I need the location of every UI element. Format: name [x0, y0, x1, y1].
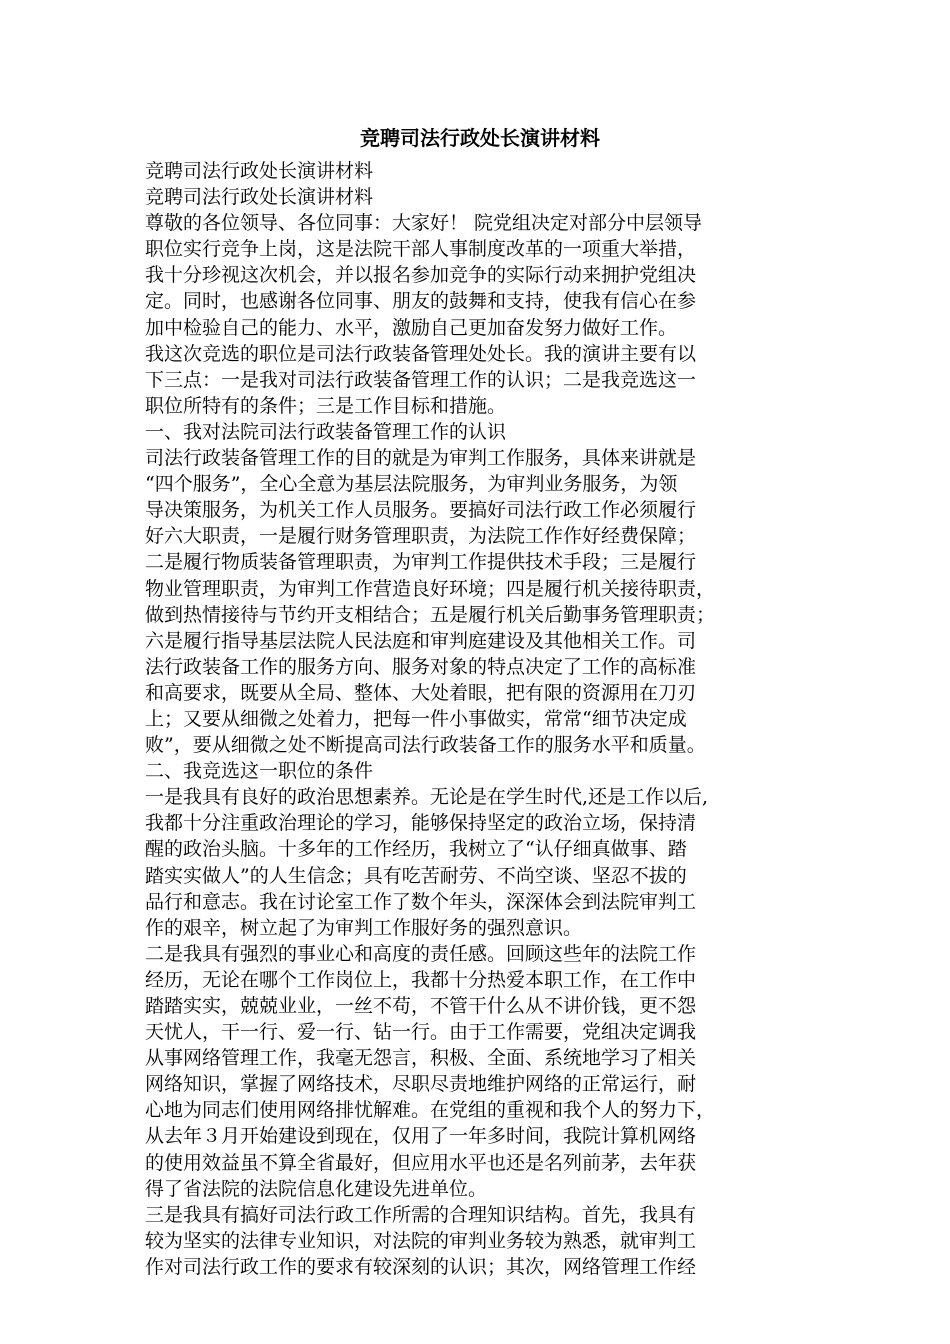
text-line: 好六大职责，一是履行财务管理职责，为法院工作作好经费保障； — [145, 525, 697, 548]
text-line: 我都十分注重政治理论的学习，能够保持坚定的政治立场，保持清 — [145, 812, 697, 835]
text-line: 经历，无论在哪个工作岗位上，我都十分热爱本职工作，在工作中 — [145, 968, 697, 991]
document-body — [145, 158, 815, 1280]
text-line: 一、我对法院司法行政装备管理工作的认识 — [145, 420, 507, 443]
text-line: 一是我具有良好的政治思想素养。无论是在学生时代,还是工作以后, — [145, 786, 709, 809]
text-line: 上；又要从细微之处着力，把每一件小事做实，常常“细节决定成 — [145, 707, 687, 730]
text-line: 心地为同志们使用网络排忧解难。在党组的重视和我个人的努力下， — [145, 1099, 716, 1122]
document-page — [145, 118, 815, 1280]
text-line: 职位实行竞争上岗，这是法院干部人事制度改革的一项重大举措， — [145, 238, 697, 261]
text-line: 下三点：一是我对司法行政装备管理工作的认识；二是我竞选这一 — [145, 368, 697, 391]
text-line: 从事网络管理工作，我毫无怨言，积极、全面、系统地学习了相关 — [145, 1047, 697, 1070]
text-line: 踏踏实实，兢兢业业，一丝不苟，不管干什么从不讲价钱，更不怨 — [145, 995, 697, 1017]
text-line: 二是履行物质装备管理职责，为审判工作提供技术手段；三是履行 — [145, 551, 697, 574]
text-line: 的使用效益虽不算全省最好，但应用水平也还是名列前茅，去年获 — [145, 1151, 697, 1174]
text-line: 品行和意志。我在讨论室工作了数个年头，深深体会到法院审判工 — [145, 890, 697, 913]
text-line: 作的艰辛，树立起了为审判工作服好务的强烈意识。 — [145, 916, 583, 939]
text-line: 竞聘司法行政处长演讲材料 — [145, 160, 374, 182]
text-line: 司法行政装备管理工作的目的就是为审判工作服务，具体来讲就是 — [145, 447, 697, 470]
text-line: 天忧人，干一行、爱一行、钻一行。由于工作需要，党组决定调我 — [145, 1021, 697, 1044]
text-line: 较为坚实的法律专业知识，对法院的审判业务较为熟悉，就审判工 — [145, 1229, 697, 1252]
text-line: 六是履行指导基层法院人民法庭和审判庭建设及其他相关工作。司 — [145, 629, 697, 652]
text-line: 导决策服务，为机关工作人员服务。要搞好司法行政工作必须履行 — [145, 499, 697, 522]
text-line: 二是我具有强烈的事业心和高度的责任感。回顾这些年的法院工作 — [145, 942, 697, 965]
text-line: 我这次竞选的职位是司法行政装备管理处处长。我的演讲主要有以 — [145, 342, 697, 365]
text-line: 从去年３月开始建设到现在，仅用了一年多时间，我院计算机网络 — [145, 1125, 697, 1148]
text-line: “四个服务”，全心全意为基层法院服务，为审判业务服务，为领 — [145, 473, 678, 496]
text-line: 三是我具有搞好司法行政工作所需的合理知识结构。首先，我具有 — [145, 1203, 697, 1226]
text-line: 和高要求，既要从全局、整体、大处着眼，把有限的资源用在刀刃 — [145, 681, 697, 704]
text-line: 定。同时，也感谢各位同事、朋友的鼓舞和支持，使我有信心在参 — [145, 290, 697, 313]
document-title: 竞聘司法行政处长演讲材料 — [360, 126, 600, 150]
text-line: 踏实实做人”的人生信念；具有吃苦耐劳、不尚空谈、坚忍不拔的 — [145, 864, 687, 887]
text-line: 法行政装备工作的服务方向、服务对象的特点决定了工作的高标准 — [145, 655, 697, 678]
text-line: 醒的政治头脑。十多年的工作经历，我树立了“认仔细真做事、踏 — [145, 838, 687, 861]
text-line: 作对司法行政工作的要求有较深刻的认识；其次，网络管理工作经 — [145, 1255, 697, 1278]
text-line: 网络知识，掌握了网络技术，尽职尽责地维护网络的正常运行，耐 — [145, 1073, 697, 1096]
text-line: 得了省法院的法院信息化建设先进单位。 — [145, 1177, 488, 1200]
text-line: 加中检验自己的能力、水平，激励自己更加奋发努力做好工作。 — [145, 316, 678, 339]
text-line: 尊敬的各位领导、各位同事：大家好！ 院党组决定对部分中层领导 — [145, 212, 703, 235]
text-line: 做到热情接待与节约开支相结合；五是履行机关后勤事务管理职责； — [145, 603, 716, 626]
text-line: 物业管理职责，为审判工作营造良好环境；四是履行机关接待职责， — [145, 577, 716, 600]
text-line: 我十分珍视这次机会，并以报名参加竞争的实际行动来拥护党组决 — [145, 264, 697, 287]
text-line: 败”，要从细微之处不断提高司法行政装备工作的服务水平和质量。 — [145, 734, 706, 757]
text-line: 职位所特有的条件；三是工作目标和措施。 — [145, 394, 507, 417]
text-line: 竞聘司法行政处长演讲材料 — [145, 186, 374, 209]
text-line: 二、我竞选这一职位的条件 — [145, 760, 374, 783]
